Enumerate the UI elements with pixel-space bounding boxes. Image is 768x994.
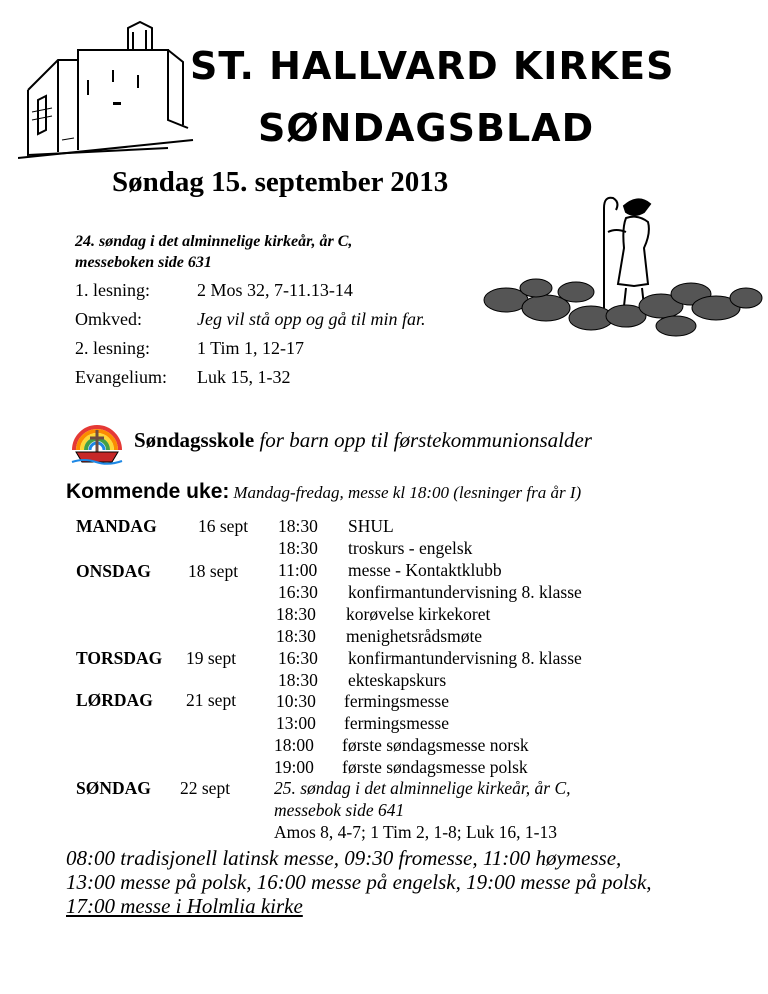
reading-value: Luk 15, 1-32 <box>197 367 291 387</box>
day-name: TORSDAG <box>76 648 163 668</box>
event-text: menighetsrådsmøte <box>346 626 483 646</box>
event-text: konfirmantundervisning 8. klasse <box>348 582 582 602</box>
day-name: ONSDAG <box>76 561 151 581</box>
reading-row <box>75 367 495 389</box>
event-time: 11:00 <box>278 560 318 580</box>
reading-row <box>75 309 495 331</box>
event-text: første søndagsmesse norsk <box>342 735 529 755</box>
shepherd-illustration <box>476 188 766 343</box>
day-date: 18 sept <box>188 561 239 581</box>
mass-times-line-3: 17:00 messe i Holmlia kirke <box>66 894 303 918</box>
reading-label: 1. lesning: <box>75 280 150 300</box>
event-time: 18:30 <box>276 626 316 646</box>
reading-row <box>75 338 495 360</box>
sunday-readings: Amos 8, 4-7; 1 Tim 2, 1-8; Luk 16, 1-13 <box>274 822 557 842</box>
event-time: 18:30 <box>278 538 318 558</box>
upcoming-header <box>66 480 581 504</box>
upcoming-subheading: Mandag-fredag, messe kl 18:00 (lesninger fra år I) <box>233 483 582 502</box>
event-text: SHUL <box>348 516 394 536</box>
event-text: troskurs - engelsk <box>348 538 473 558</box>
upcoming-heading: Kommende uke: <box>66 480 230 503</box>
reading-value: 1 Tim 1, 12-17 <box>197 338 305 358</box>
event-time: 18:00 <box>274 735 314 755</box>
event-text: første søndagsmesse polsk <box>342 757 528 777</box>
liturgy-line-2: messeboken side 631 <box>75 254 212 271</box>
event-time: 16:30 <box>278 648 318 668</box>
event-time: 16:30 <box>278 582 318 602</box>
liturgy-line-1: 24. søndag i det alminnelige kirkeår, år C, <box>75 233 353 250</box>
mass-times-line-2: 13:00 messe på polsk, 16:00 messe på engelsk, 19:00 messe på polsk, <box>66 870 652 894</box>
event-time: 18:30 <box>278 670 318 690</box>
day-date: 21 sept <box>186 690 237 710</box>
sunday-school-title: Søndagsskole <box>134 428 255 452</box>
reading-label: 2. lesning: <box>75 338 150 358</box>
sunday-school <box>134 428 592 453</box>
title-line-2: SØNDAGSBLAD <box>258 106 595 150</box>
reading-value: 2 Mos 32, 7-11.13-14 <box>197 280 353 300</box>
event-time: 18:30 <box>278 516 318 536</box>
reading-value: Jeg vil stå opp og gå til min far. <box>197 309 426 329</box>
event-time: 13:00 <box>276 713 316 733</box>
reading-label: Omkved: <box>75 309 142 329</box>
event-text: fermingsmesse <box>344 713 449 733</box>
mass-times-line-1: 08:00 tradisjonell latinsk messe, 09:30 fromesse, 11:00 høymesse, <box>66 846 622 870</box>
event-text: fermingsmesse <box>344 691 449 711</box>
title-line-1: ST. HALLVARD KIRKES <box>190 44 675 88</box>
day-name: MANDAG <box>76 516 157 536</box>
sunday-date: Søndag 15. september 2013 <box>112 166 449 198</box>
church-illustration <box>18 20 198 160</box>
rainbow-ark-icon <box>68 416 126 466</box>
sunday-liturgy-line-1: 25. søndag i det alminnelige kirkeår, år C, <box>274 778 571 798</box>
event-text: konfirmantundervisning 8. klasse <box>348 648 582 668</box>
day-date: 16 sept <box>198 516 249 536</box>
day-date: 19 sept <box>186 648 237 668</box>
day-date: 22 sept <box>180 778 231 798</box>
sunday-school-desc: for barn opp til førstekommunionsalder <box>259 428 592 452</box>
event-time: 10:30 <box>276 691 316 711</box>
event-text: messe - Kontaktklubb <box>348 560 502 580</box>
reading-label: Evangelium: <box>75 367 167 387</box>
day-name: LØRDAG <box>76 690 153 710</box>
reading-row <box>75 280 495 302</box>
event-time: 18:30 <box>276 604 316 624</box>
event-text: ekteskapskurs <box>348 670 447 690</box>
sunday-liturgy-line-2: messebok side 641 <box>274 800 405 820</box>
event-text: korøvelse kirkekoret <box>346 604 491 624</box>
event-time: 19:00 <box>274 757 314 777</box>
day-name: SØNDAG <box>76 778 151 798</box>
